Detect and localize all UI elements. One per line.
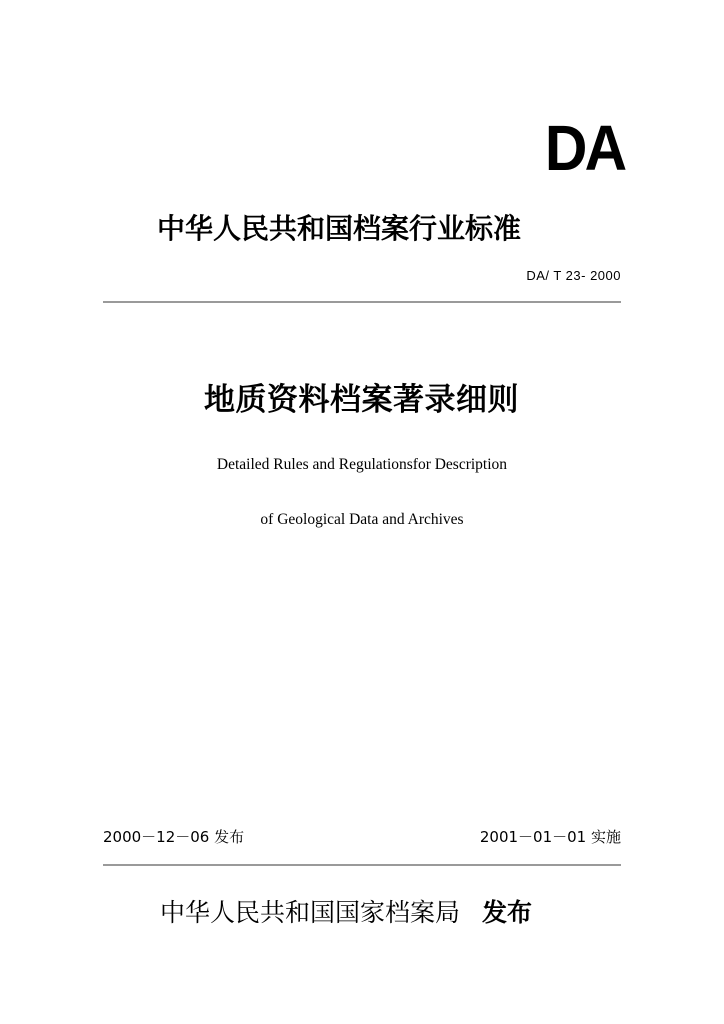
publish-word: 发布 xyxy=(482,898,533,927)
publisher-line xyxy=(160,895,532,931)
document-title-english-line1: Detailed Rules and Regulationsfor Description xyxy=(216,456,508,473)
industry-standard-heading: 中华人民共和国档案行业标准 xyxy=(157,212,522,245)
document-title-chinese: 地质资料档案著录细则 xyxy=(204,382,519,418)
publisher-name: 中华人民共和国国家档案局 xyxy=(160,898,461,927)
standard-number: DA/ T 23- 2000 xyxy=(526,268,621,283)
bottom-divider xyxy=(103,864,621,866)
top-divider xyxy=(103,301,621,303)
da-logo: DA xyxy=(544,112,624,184)
issue-date: 2000－12－06 发布 xyxy=(103,828,245,846)
effective-date: 2001－01－01 实施 xyxy=(479,828,621,846)
document-title-english-line2: of Geological Data and Archives xyxy=(260,511,464,528)
